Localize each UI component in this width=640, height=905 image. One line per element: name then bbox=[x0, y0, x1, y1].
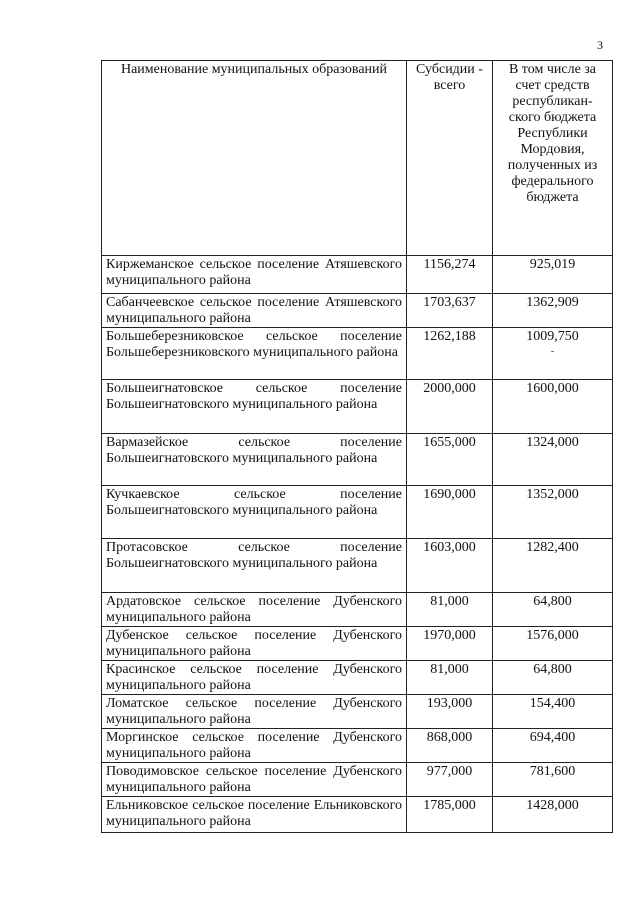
subsidy-total-cell: 1262,188 bbox=[407, 328, 493, 380]
federal-share-value: 1009,750 bbox=[526, 329, 579, 344]
table-row bbox=[102, 695, 613, 729]
municipality-name-cell: Красинское сельское поселение Дубенского муниципального района bbox=[102, 661, 407, 695]
subsidy-total-cell: 1156,274 bbox=[407, 256, 493, 294]
header-subsidies-total: Субсидии - всего bbox=[407, 61, 493, 256]
federal-share-cell: 1428,000 bbox=[493, 797, 613, 833]
subsidy-total-cell: 1603,000 bbox=[407, 539, 493, 593]
subsidy-total-cell: 81,000 bbox=[407, 593, 493, 627]
subsidy-total-cell: 1703,637 bbox=[407, 294, 493, 328]
subsidy-total-cell: 977,000 bbox=[407, 763, 493, 797]
subsidy-total-cell: 868,000 bbox=[407, 729, 493, 763]
federal-share-cell: 1282,400 bbox=[493, 539, 613, 593]
subsidy-total-cell: 1690,000 bbox=[407, 486, 493, 539]
municipality-name-cell: Киржеманское сельское поселение Атяшевского муниципального района bbox=[102, 256, 407, 294]
municipality-name-cell: Дубенское сельское поселение Дубенского муниципального района bbox=[102, 627, 407, 661]
federal-share-cell: 1576,000 bbox=[493, 627, 613, 661]
municipality-name-cell: Моргинское сельское поселение Дубенского муниципального района bbox=[102, 729, 407, 763]
subsidy-total-cell: 1970,000 bbox=[407, 627, 493, 661]
federal-share-cell: 1324,000 bbox=[493, 434, 613, 486]
municipality-name-cell: Ельниковское сельское поселение Ельниковского муниципального района bbox=[102, 797, 407, 833]
scan-mark: - bbox=[550, 346, 555, 357]
municipality-name-cell: Сабанчеевское сельское поселение Атяшевского муниципального района bbox=[102, 294, 407, 328]
table-row bbox=[102, 328, 613, 380]
table-row bbox=[102, 380, 613, 434]
table-row bbox=[102, 661, 613, 695]
subsidy-total-cell: 81,000 bbox=[407, 661, 493, 695]
federal-share-cell: 781,600 bbox=[493, 763, 613, 797]
municipality-name-cell: Протасовское сельское поселение Большеигнатовского муниципального района bbox=[102, 539, 407, 593]
federal-share-cell: 1600,000 bbox=[493, 380, 613, 434]
table-row bbox=[102, 486, 613, 539]
table-row bbox=[102, 434, 613, 486]
table-row bbox=[102, 256, 613, 294]
table-row bbox=[102, 729, 613, 763]
municipality-name-cell: Поводимовское сельское поселение Дубенского муниципального района bbox=[102, 763, 407, 797]
table-row bbox=[102, 539, 613, 593]
federal-share-cell: 925,019 bbox=[493, 256, 613, 294]
page-number: 3 bbox=[597, 38, 603, 52]
subsidy-table bbox=[101, 60, 613, 833]
federal-share-cell: 694,400 bbox=[493, 729, 613, 763]
subsidy-total-cell: 1785,000 bbox=[407, 797, 493, 833]
header-federal-share: В том числе за счет средств республикан-ского бюджета Республики Мордовия, полученных из федерального бюджета bbox=[493, 61, 613, 256]
table-row bbox=[102, 593, 613, 627]
municipality-name-cell: Большеберезниковское сельское поселение Большеберезниковского муниципального района bbox=[102, 328, 407, 380]
table-row bbox=[102, 763, 613, 797]
federal-share-cell bbox=[493, 328, 613, 380]
table-header-row bbox=[102, 61, 613, 256]
municipality-name-cell: Ардатовское сельское поселение Дубенского муниципального района bbox=[102, 593, 407, 627]
subsidy-total-cell: 1655,000 bbox=[407, 434, 493, 486]
subsidy-total-cell: 2000,000 bbox=[407, 380, 493, 434]
federal-share-cell: 1352,000 bbox=[493, 486, 613, 539]
federal-share-cell: 1362,909 bbox=[493, 294, 613, 328]
table-row bbox=[102, 797, 613, 833]
table-row bbox=[102, 627, 613, 661]
federal-share-cell: 64,800 bbox=[493, 661, 613, 695]
federal-share-cell: 154,400 bbox=[493, 695, 613, 729]
municipality-name-cell: Большеигнатовское сельское поселение Большеигнатовского муниципального района bbox=[102, 380, 407, 434]
header-municipality-name: Наименование муниципальных образований bbox=[102, 61, 407, 256]
municipality-name-cell: Вармазейское сельское поселение Большеигнатовского муниципального района bbox=[102, 434, 407, 486]
municipality-name-cell: Кучкаевское сельское поселение Большеигнатовского муниципального района bbox=[102, 486, 407, 539]
federal-share-cell: 64,800 bbox=[493, 593, 613, 627]
table-row bbox=[102, 294, 613, 328]
subsidy-total-cell: 193,000 bbox=[407, 695, 493, 729]
municipality-name-cell: Ломатское сельское поселение Дубенского муниципального района bbox=[102, 695, 407, 729]
